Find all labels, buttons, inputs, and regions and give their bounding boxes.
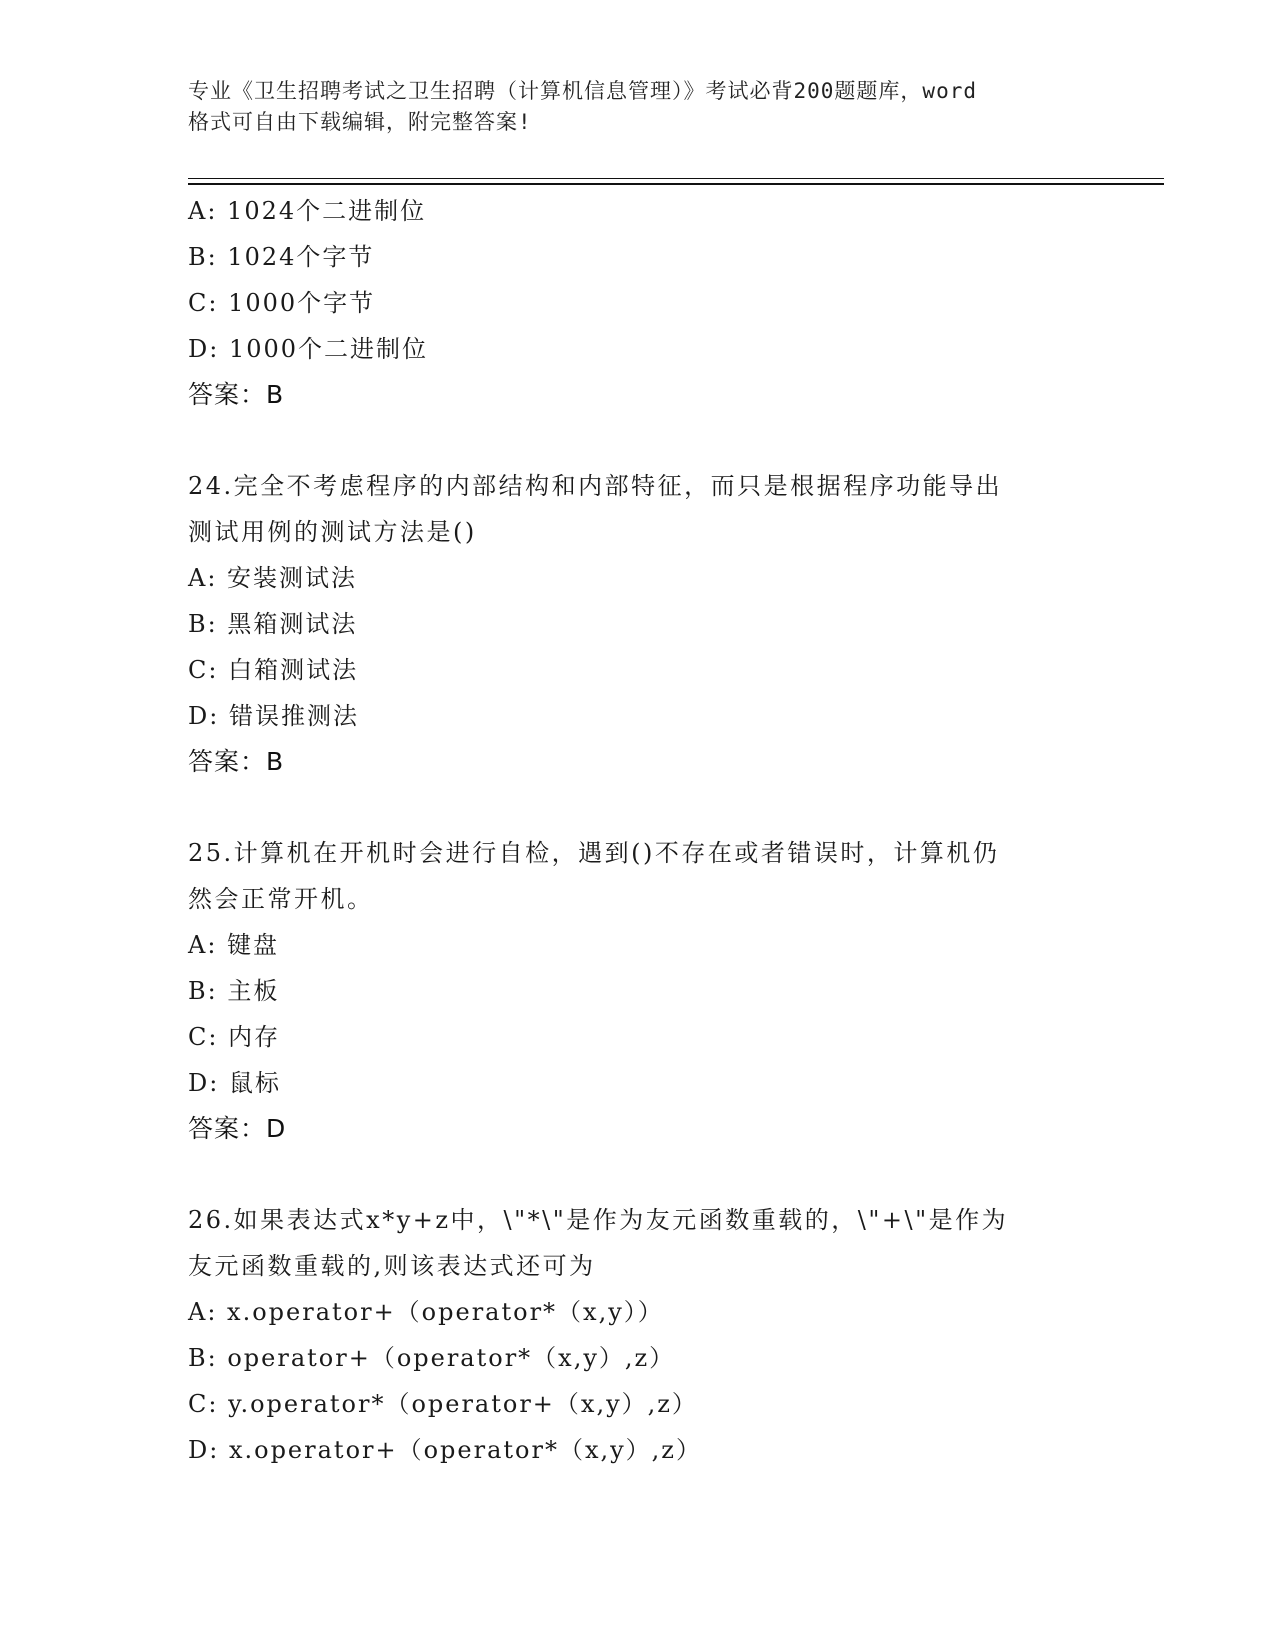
- option-c: C: 白箱测试法: [188, 656, 359, 684]
- spacer: [188, 785, 1088, 830]
- question-stem-line-2: 友元函数重载的,则该表达式还可为: [188, 1252, 596, 1280]
- option-b: B: 主板: [188, 977, 280, 1005]
- spacer: [188, 1152, 1088, 1197]
- answer-label: 答案：B: [188, 380, 285, 409]
- question-26: [188, 1197, 1088, 1473]
- header-line-1: 专业《卫生招聘考试之卫生招聘（计算机信息管理）》考试必背200题题库，word: [188, 79, 977, 103]
- question-23: [188, 188, 1088, 418]
- option-d: D: 1000个二进制位: [188, 335, 429, 363]
- question-stem-line-2: 然会正常开机。: [188, 885, 374, 913]
- question-25: [188, 830, 1088, 1152]
- question-stem-line-1: 25.计算机在开机时会进行自检，遇到()不存在或者错误时，计算机仍: [188, 839, 1000, 867]
- option-b: B: 1024个字节: [188, 243, 375, 271]
- option-c: C: y.operator*（operator+（x,y）,z）: [188, 1390, 698, 1418]
- question-stem-line-2: 测试用例的测试方法是(): [188, 518, 477, 546]
- question-list: [188, 188, 1088, 1473]
- option-d: D: x.operator+（operator*（x,y）,z）: [188, 1436, 702, 1464]
- spacer: [188, 418, 1088, 463]
- header-divider-top: [188, 178, 1164, 179]
- option-a: A: 1024个二进制位: [188, 197, 427, 225]
- option-d: D: 错误推测法: [188, 702, 359, 730]
- question-24: [188, 463, 1088, 785]
- header-line-2: 格式可自由下载编辑，附完整答案!: [188, 110, 532, 134]
- document-header: [188, 76, 1088, 138]
- header-divider-bottom: [188, 183, 1164, 185]
- answer-label: 答案：D: [188, 1114, 287, 1143]
- option-c: C: 1000个字节: [188, 289, 376, 317]
- answer-label: 答案：B: [188, 747, 285, 776]
- option-b: B: operator+（operator*（x,y）,z）: [188, 1344, 676, 1372]
- option-b: B: 黑箱测试法: [188, 610, 358, 638]
- option-d: D: 鼠标: [188, 1069, 281, 1097]
- option-c: C: 内存: [188, 1023, 281, 1051]
- question-stem-line-1: 24.完全不考虑程序的内部结构和内部特征，而只是根据程序功能导出: [188, 472, 1003, 500]
- option-a: A: x.operator+（operator*（x,y））: [188, 1298, 664, 1326]
- question-stem-line-1: 26.如果表达式x*y+z中，\"*\"是作为友元函数重载的，\"+\"是作为: [188, 1206, 1009, 1234]
- option-a: A: 安装测试法: [188, 564, 358, 592]
- option-a: A: 键盘: [188, 931, 280, 959]
